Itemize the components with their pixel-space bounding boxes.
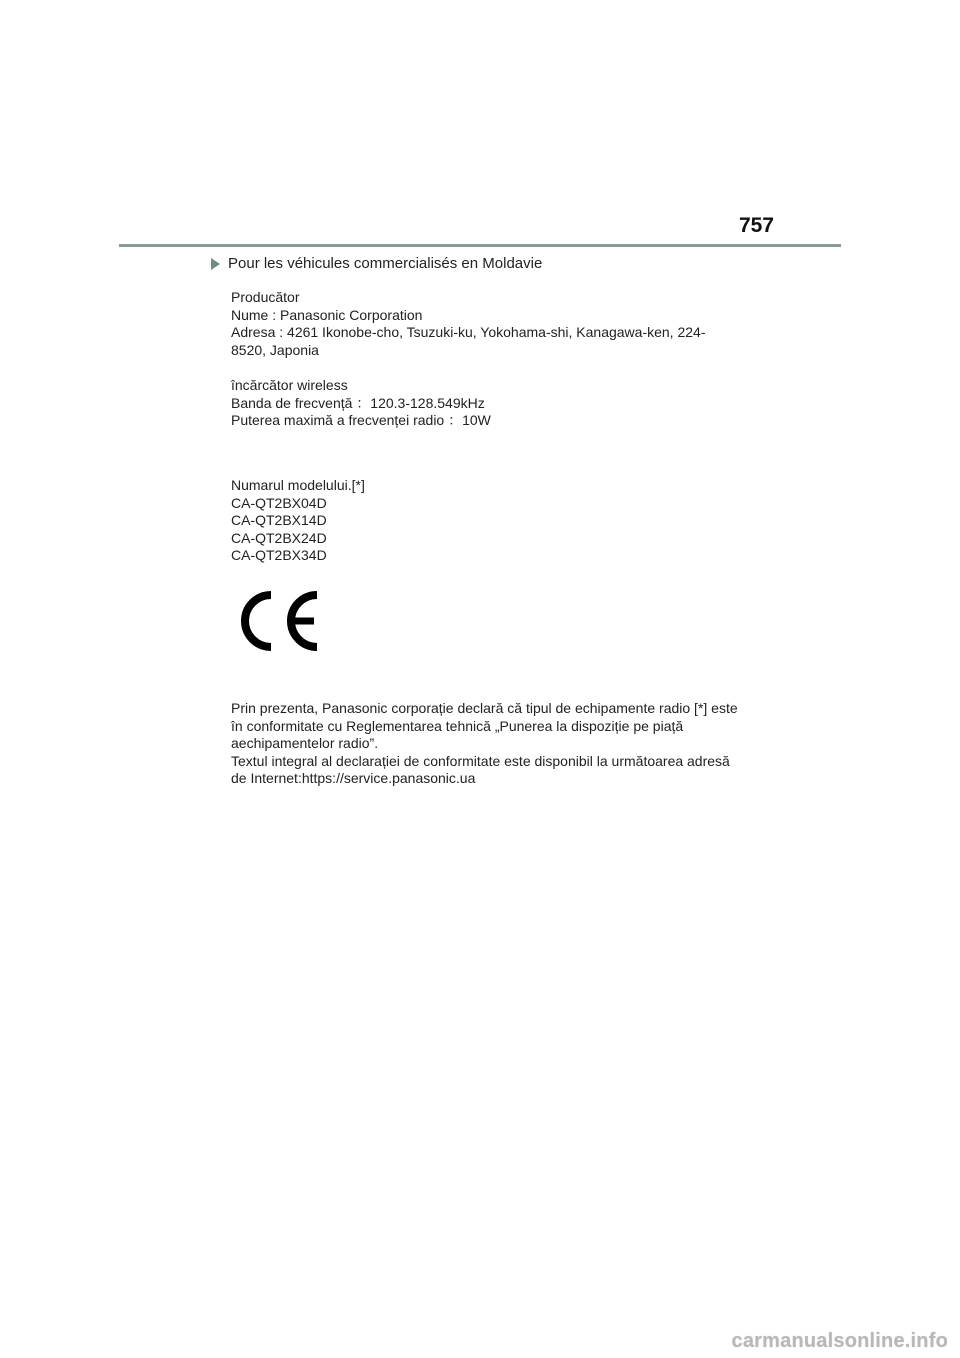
producer-line: 8520, Japonia <box>231 341 319 358</box>
producer-line: Adresa : 4261 Ikonobe-cho, Tsuzuki-ku, Yokohama-shi, Kanagawa-ken, 224- <box>231 324 706 340</box>
model-line: Numarul modelului.[*] <box>231 477 365 493</box>
section-heading <box>211 255 542 272</box>
model-line: CA-QT2BX34D <box>231 547 327 563</box>
charger-info <box>231 377 491 430</box>
model-line: CA-QT2BX24D <box>231 529 327 546</box>
producer-line: Producător <box>231 289 300 305</box>
ce-mark-icon <box>233 590 321 652</box>
charger-line: Banda de frecvență ：120.3-128.549kHz <box>231 394 485 411</box>
declaration-line: Textul integral al declarației de conformitate este disponibil la următoarea adresă <box>231 752 730 769</box>
model-line: CA-QT2BX14D <box>231 512 327 528</box>
charger-line: încărcător wireless <box>231 377 348 393</box>
header-rule <box>119 244 841 247</box>
producer-info <box>231 289 705 359</box>
watermark: carmanualsonline.info <box>731 1330 948 1352</box>
declaration-line: de Internet:https://service.panasonic.ua <box>231 770 476 786</box>
model-line: CA-QT2BX04D <box>231 494 327 511</box>
declaration-text <box>231 700 738 788</box>
section-heading-text: Pour les véhicules commercialisés en Moldavie <box>228 255 543 272</box>
declaration-line: în conformitate cu Reglementarea tehnică „Punerea la dispoziție pe piață <box>231 717 684 734</box>
producer-line: Nume : Panasonic Corporation <box>231 306 423 323</box>
arrow-right-icon <box>211 258 220 270</box>
charger-line: Puterea maximă a frecvenței radio ：10W <box>231 412 491 428</box>
declaration-line: Prin prezenta, Panasonic corporație declară că tipul de echipamente radio [*] este <box>231 700 738 716</box>
model-numbers <box>231 477 365 565</box>
declaration-line: aechipamentelor radio”. <box>231 735 379 751</box>
page-number: 757 <box>738 214 774 237</box>
